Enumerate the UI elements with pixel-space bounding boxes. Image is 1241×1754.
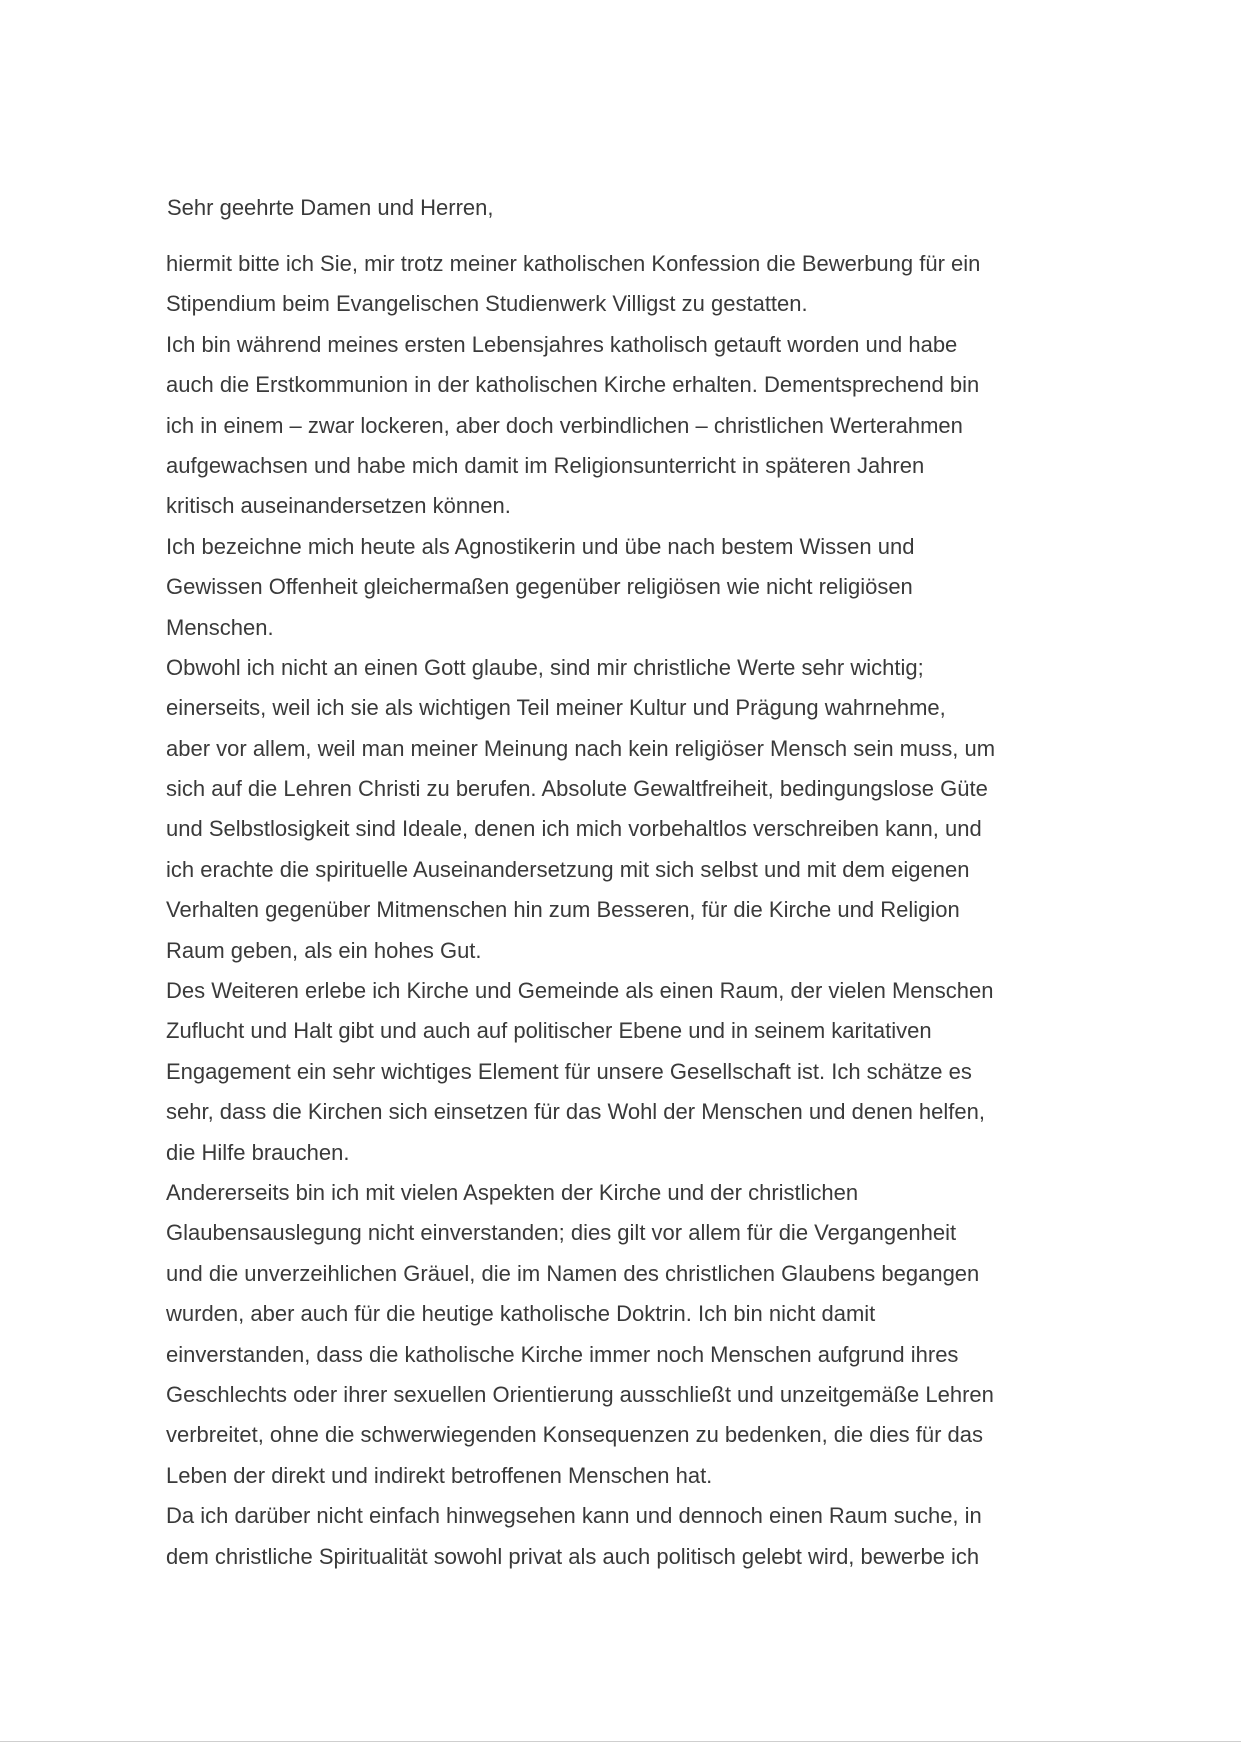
letter-line: aufgewachsen und habe mich damit im Religionsunterricht in späteren Jahren <box>166 452 925 478</box>
letter-line: einerseits, weil ich sie als wichtigen Teil meiner Kultur und Prägung wahrnehme, <box>166 695 946 721</box>
letter-line: ich in einem – zwar lockeren, aber doch verbindlichen – christlichen Werterahmen <box>166 412 963 438</box>
letter-line: dem christliche Spiritualität sowohl privat als auch politisch gelebt wird, bewerbe ich <box>166 1543 980 1569</box>
letter-body <box>166 249 1066 1582</box>
letter-line: die Hilfe brauchen. <box>166 1139 350 1165</box>
letter-line: Zuflucht und Halt gibt und auch auf politischer Ebene und in seinem karitativen <box>166 1018 932 1044</box>
letter-line: wurden, aber auch für die heutige katholische Doktrin. Ich bin nicht damit <box>166 1301 876 1327</box>
letter-line: verbreitet, ohne die schwerwiegenden Konsequenzen zu bedenken, die dies für das <box>166 1422 983 1448</box>
letter-line: Engagement ein sehr wichtiges Element für unsere Gesellschaft ist. Ich schätze es <box>166 1058 972 1084</box>
letter-line: Andererseits bin ich mit vielen Aspekten der Kirche und der christlichen <box>166 1179 859 1205</box>
letter-line: Ich bin während meines ersten Lebensjahres katholisch getauft worden und habe <box>166 331 958 357</box>
letter-line: Obwohl ich nicht an einen Gott glaube, sind mir christliche Werte sehr wichtig; <box>166 654 924 680</box>
letter-line: sehr, dass die Kirchen sich einsetzen für das Wohl der Menschen und denen helfen, <box>166 1099 985 1125</box>
letter-line: Leben der direkt und indirekt betroffenen Menschen hat. <box>166 1462 713 1488</box>
letter-line: Menschen. <box>166 614 274 640</box>
letter-line: und Selbstlosigkeit sind Ideale, denen ich mich vorbehaltlos verschreiben kann, und <box>166 816 982 842</box>
letter-line: auch die Erstkommunion in der katholischen Kirche erhalten. Dementsprechend bin <box>166 372 980 398</box>
letter-line: Da ich darüber nicht einfach hinwegsehen kann und dennoch einen Raum suche, in <box>166 1503 982 1529</box>
letter-line: aber vor allem, weil man meiner Meinung nach kein religiöser Mensch sein muss, um <box>166 735 996 761</box>
letter-line: ich erachte die spirituelle Auseinandersetzung mit sich selbst und mit dem eigenen <box>166 856 970 882</box>
letter-line: Glaubensauslegung nicht einverstanden; dies gilt vor allem für die Vergangenheit <box>166 1220 957 1246</box>
letter-line: Geschlechts oder ihrer sexuellen Orientierung ausschließt und unzeitgemäße Lehren <box>166 1381 994 1407</box>
letter-line: sich auf die Lehren Christi zu berufen. Absolute Gewaltfreiheit, bedingungslose Güte <box>166 776 988 802</box>
page-edge-divider <box>0 1741 1241 1742</box>
letter-line: Verhalten gegenüber Mitmenschen hin zum Besseren, für die Kirche und Religion <box>166 897 960 923</box>
letter-line: einverstanden, dass die katholische Kirche immer noch Menschen aufgrund ihres <box>166 1341 959 1367</box>
letter-line: und die unverzeihlichen Gräuel, die im Namen des christlichen Glaubens begangen <box>166 1260 980 1286</box>
letter-line: Ich bezeichne mich heute als Agnostikerin und übe nach bestem Wissen und <box>166 533 915 559</box>
letter-line: Stipendium beim Evangelischen Studienwerk Villigst zu gestatten. <box>166 291 808 317</box>
letter-line: Raum geben, als ein hohes Gut. <box>166 937 482 963</box>
letter-line: Des Weiteren erlebe ich Kirche und Gemeinde als einen Raum, der vielen Menschen <box>166 978 994 1004</box>
salutation: Sehr geehrte Damen und Herren, <box>167 195 494 220</box>
letter-line: Gewissen Offenheit gleichermaßen gegenüber religiösen wie nicht religiösen <box>166 574 913 600</box>
letter-line: hiermit bitte ich Sie, mir trotz meiner katholischen Konfession die Bewerbung für ein <box>166 251 981 276</box>
letter-line: kritisch auseinandersetzen können. <box>166 493 511 519</box>
